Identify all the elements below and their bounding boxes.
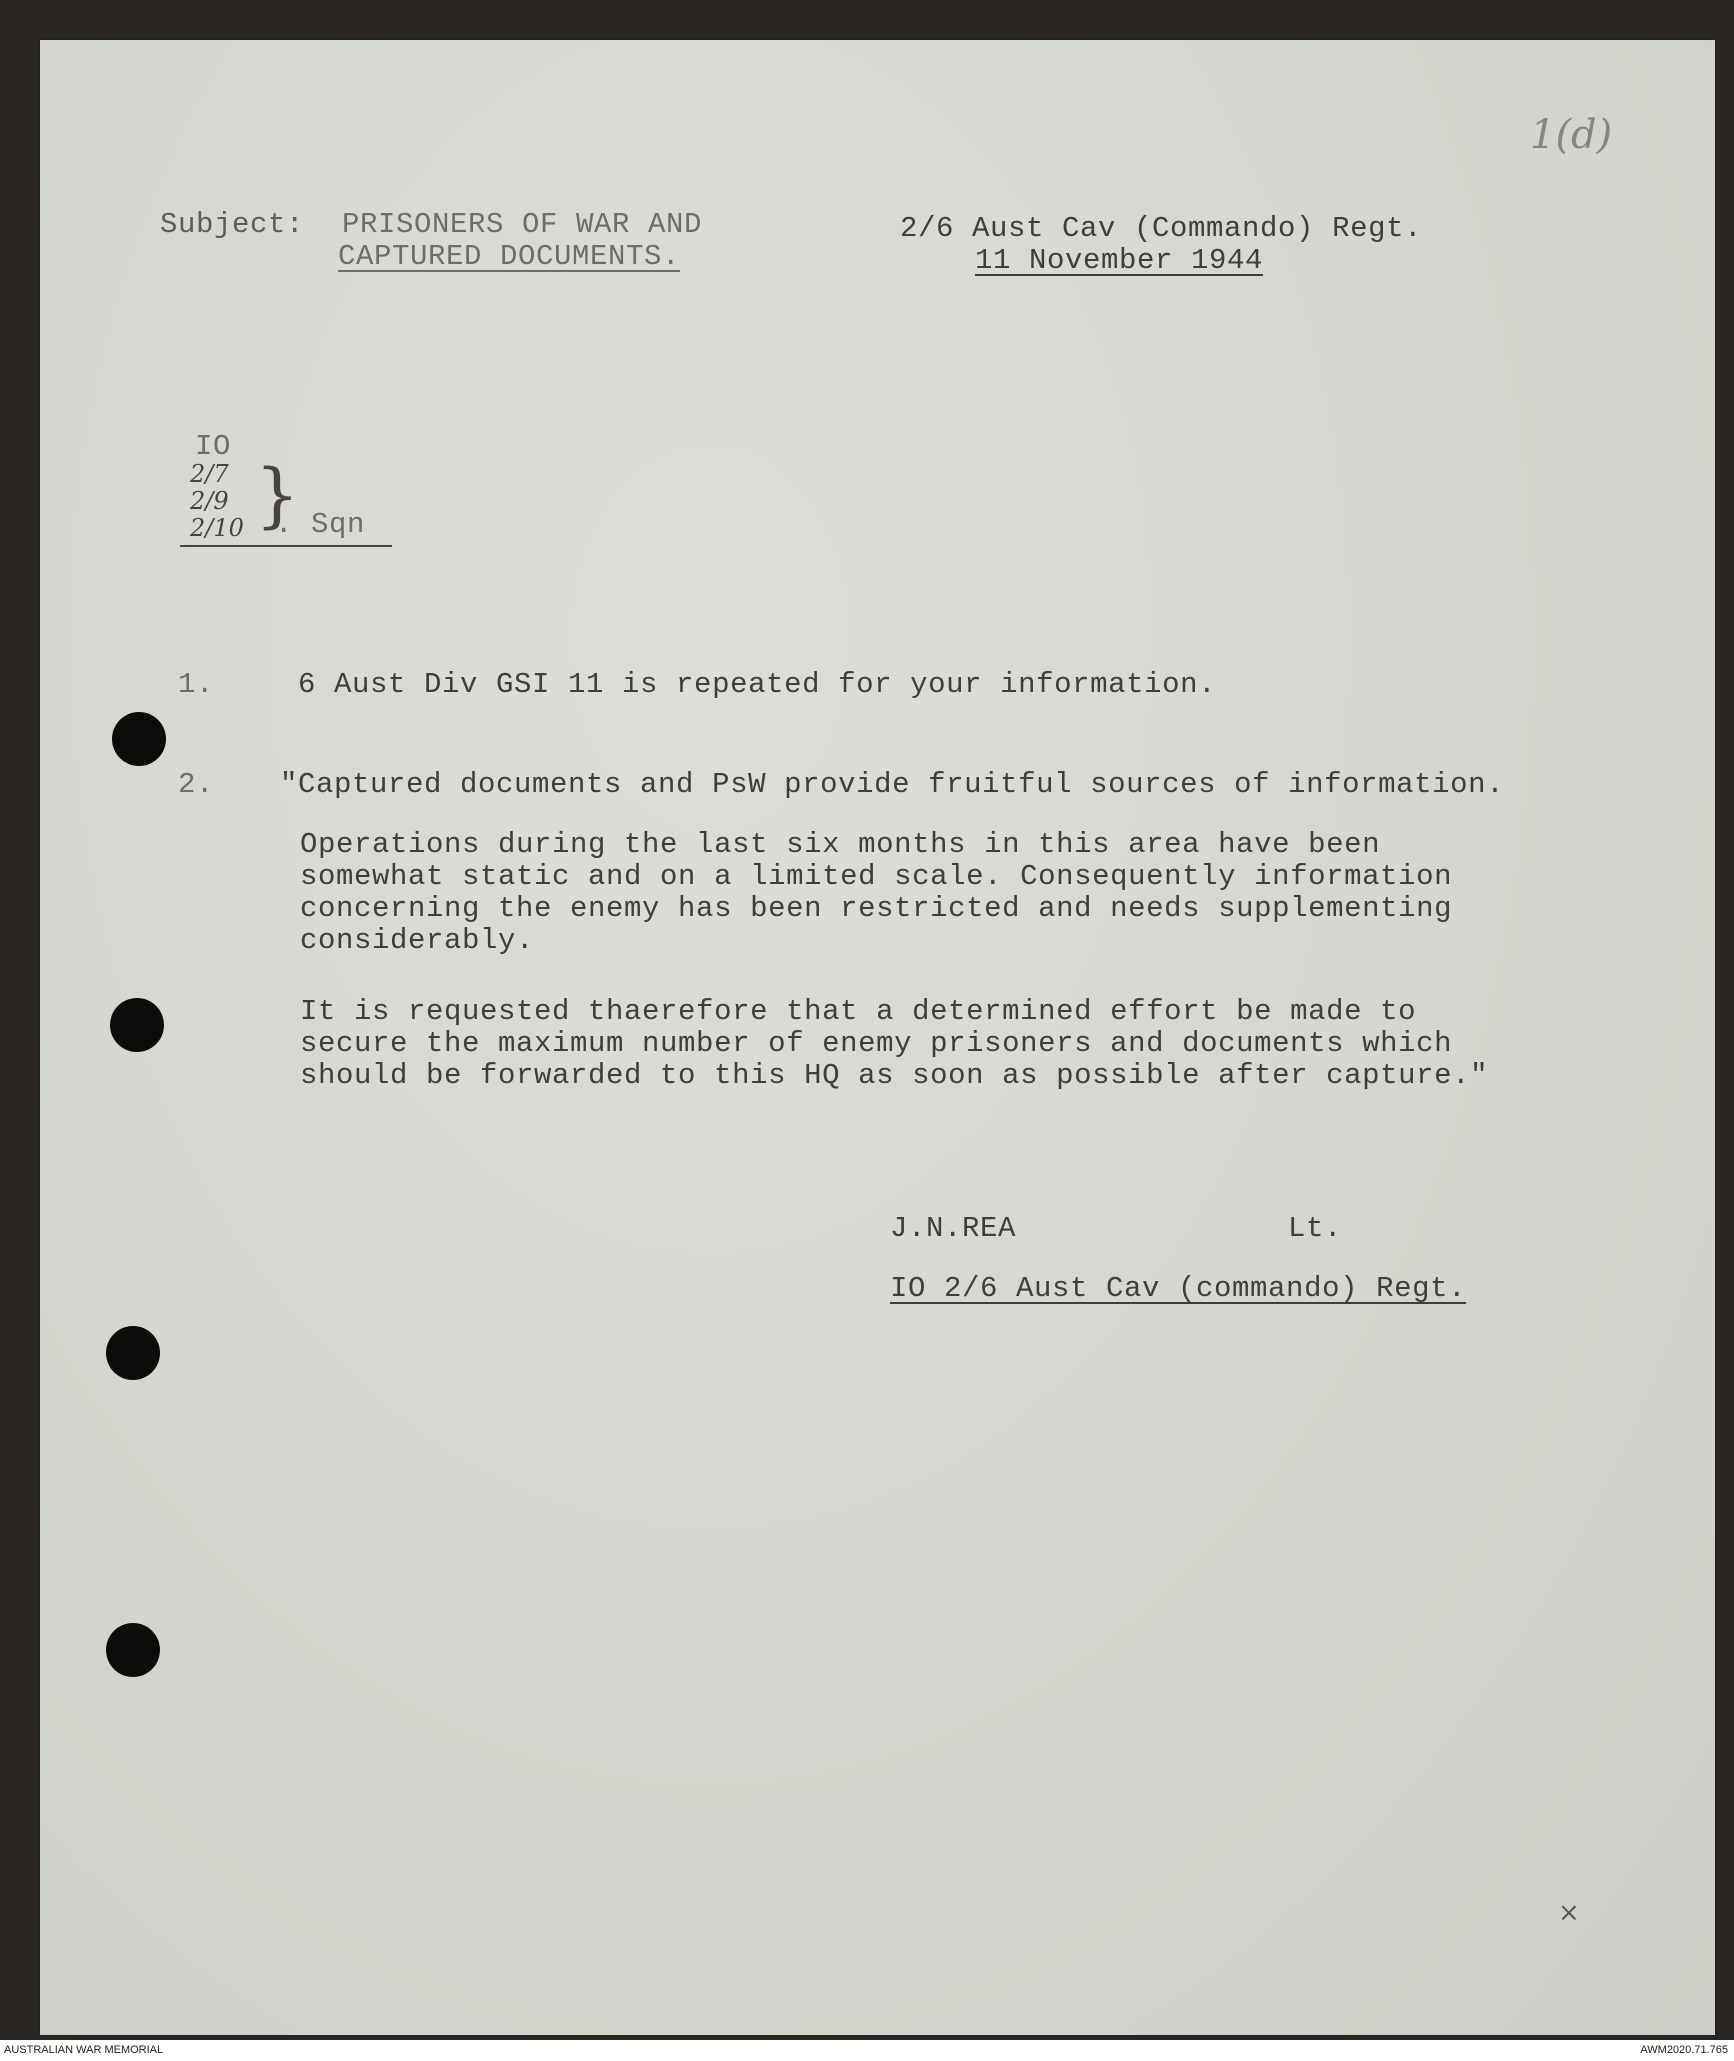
pencil-mark: × [1558,1898,1580,1928]
subject-label: Subject: [160,208,305,241]
corner-note: 1(d) [1530,112,1613,158]
signature-rank: Lt. [1288,1212,1343,1245]
subject-line-1: PRISONERS OF WAR AND [342,208,703,241]
punch-hole-2 [110,998,164,1052]
addressee-line: IO [195,430,232,463]
signature-title: IO 2/6 Aust Cav (commando) Regt. [890,1272,1467,1305]
squadron-2-10: 2/10 [190,514,244,542]
subject-line-2: CAPTURED DOCUMENTS. [338,240,681,273]
footer-right: AWM2020.71.765 [1640,2044,1728,2056]
footer-left: AUSTRALIAN WAR MEMORIAL [4,2044,164,2056]
para-3-line-1: It is requested thaerefore that a determined effort be made to [300,995,1417,1028]
squadron-2-9: 2/9 [190,487,229,515]
para-2-line-2: somewhat static and on a limited scale. Consequently information [300,860,1453,893]
para-2-lead: "Captured documents and PsW provide fruitful sources of information. [280,768,1505,801]
addressee-underline [180,545,392,547]
header-unit: 2/6 Aust Cav (Commando) Regt. [900,212,1423,245]
para-2-line-1: Operations during the last six months in this area have been [300,828,1381,861]
squadron-2-7: 2/7 [190,460,229,488]
para-2-line-4: considerably. [300,924,535,957]
para-1-number: 1. [178,668,215,701]
para-2-number: 2. [178,768,215,801]
para-3-line-3: should be forwarded to this HQ as soon as possible after capture." [300,1059,1489,1092]
punch-hole-4 [106,1623,160,1677]
brace-mark: } [255,454,300,536]
addressee-suffix: . Sqn [275,508,366,541]
para-3-line-2: secure the maximum number of enemy prisoners and documents which [300,1027,1453,1060]
para-1-text: 6 Aust Div GSI 11 is repeated for your information. [298,668,1217,701]
document-page [40,40,1715,2035]
para-2-line-3: concerning the enemy has been restricted and needs supplementing [300,892,1453,925]
archive-footer [0,2040,1734,2061]
punch-hole-3 [106,1326,160,1380]
header-date: 11 November 1944 [975,244,1264,277]
punch-hole-1 [112,712,166,766]
signature-name: J.N.REA [890,1212,1017,1245]
